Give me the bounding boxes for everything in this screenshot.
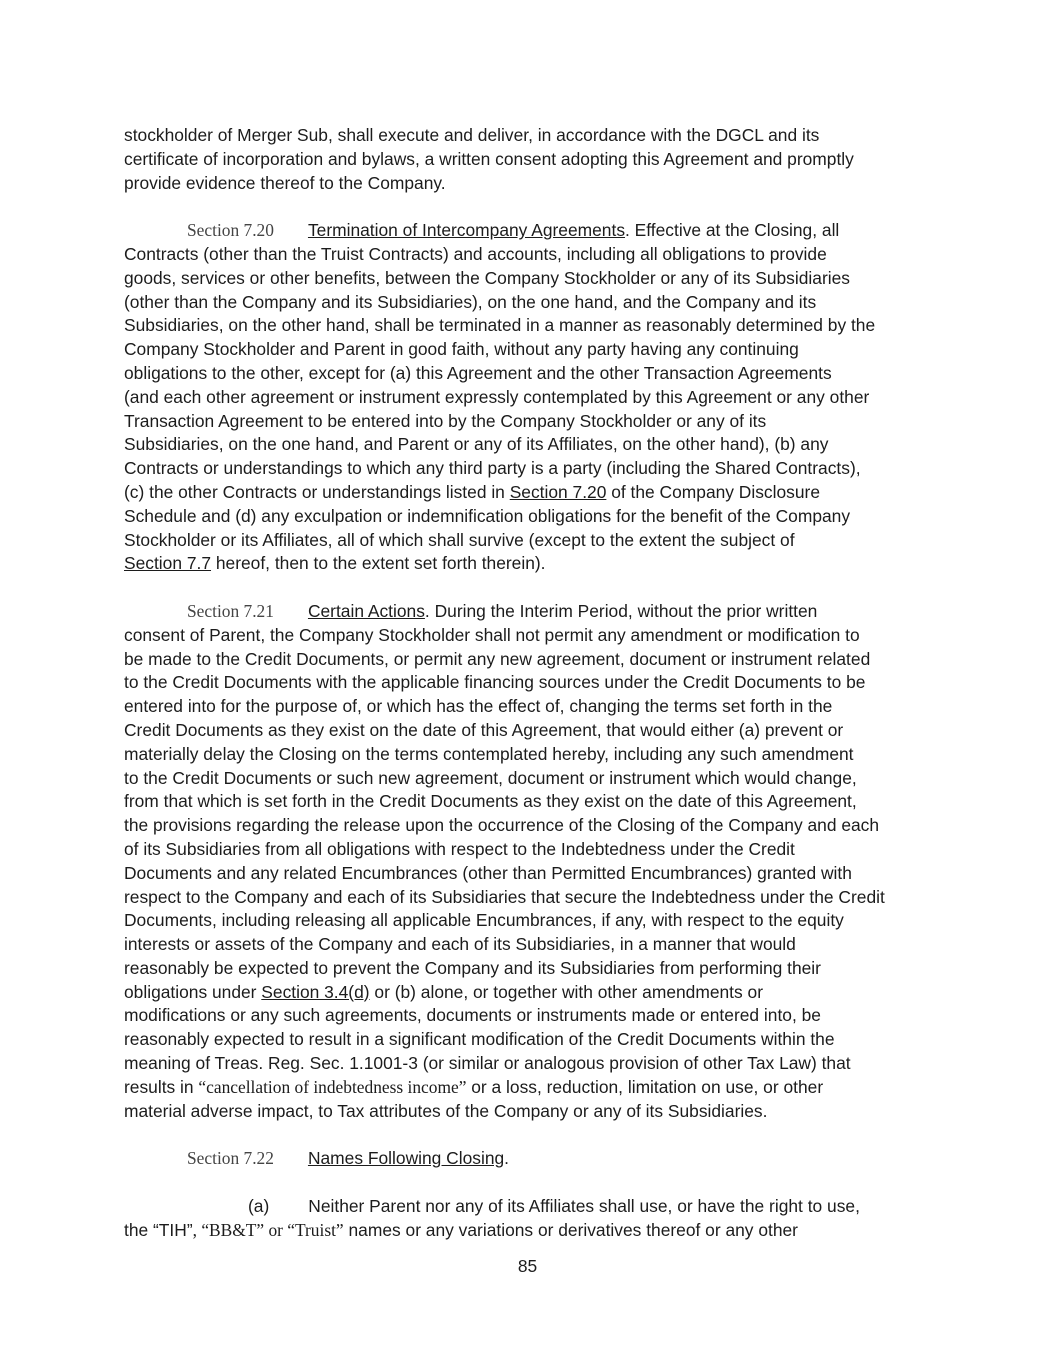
body-text: . During the Interim Period, without the prior written (424, 600, 818, 621)
body-text: hereof, then to the extent set forth therein). (211, 553, 546, 574)
body-line: respect to the Company and each of its Subsidiaries that secure the Indebtedness under the Credit (124, 886, 885, 907)
intro-paragraph (124, 124, 932, 195)
body-line: be made to the Credit Documents, or permit any new agreement, document or instrument related (124, 648, 871, 669)
body-line: to the Credit Documents or such new agreement, document or instrument which would change, (124, 767, 857, 788)
section-heading: Names Following Closing (307, 1148, 505, 1169)
intro-line: certificate of incorporation and bylaws, a written consent adopting this Agreement and promptly (124, 148, 854, 169)
subsection-label: (a) (248, 1195, 270, 1216)
body-text: or a loss, reduction, limitation on use, or other (466, 1076, 824, 1097)
body-line: Subsidiaries, on the other hand, shall be terminated in a manner as reasonably determined by the (124, 315, 876, 336)
document-page (124, 124, 932, 1242)
body-line: entered into for the purpose of, or which has the effect of, changing the terms set forth in the (124, 696, 833, 717)
body-line: (other than the Company and its Subsidiaries), on the one hand, and the Company and its (124, 291, 817, 312)
section-reference-link: Section 7.20 (509, 481, 607, 502)
body-line: goods, services or other benefits, between the Company Stockholder or any of its Subsidiaries (124, 267, 850, 288)
body-line: from that which is set forth in the Credit Documents as they exist on the date of this Agreement, (124, 791, 857, 812)
body-text: (c) the other Contracts or understandings listed in (124, 481, 510, 502)
body-text: . Effective at the Closing, all (625, 220, 840, 241)
body-text: the (124, 1219, 154, 1240)
intro-line: provide evidence thereof to the Company. (124, 172, 446, 193)
section-reference-link: Section 3.4(d) (261, 981, 370, 1002)
page-number: 85 (517, 1256, 538, 1276)
section-7-21-paragraph (124, 600, 932, 1124)
section-reference-link: Section 7.7 (124, 553, 212, 574)
body-line: Company Stockholder and Parent in good faith, without any party having any continuing (124, 339, 799, 360)
body-text: or (b) alone, or together with other amendments or (369, 981, 763, 1002)
body-line: meaning of Treas. Reg. Sec. 1.1001-3 (or similar or analogous provision of other Tax Law) that (124, 1053, 851, 1074)
body-line: Contracts (other than the Truist Contracts) and accounts, including all obligations to provide (124, 243, 827, 264)
body-line: to the Credit Documents with the applicable financing sources under the Credit Documents to be (124, 672, 866, 693)
intro-line: stockholder of Merger Sub, shall execute and deliver, in accordance with the DGCL and its (124, 125, 820, 145)
body-line: Contracts or understandings to which any third party is a party (including the Shared Contracts), (124, 458, 861, 479)
body-line: Documents and any related Encumbrances (other than Permitted Encumbrances) granted with (124, 862, 852, 883)
body-line: reasonably be expected to prevent the Company and its Subsidiaries from performing their (124, 957, 821, 978)
section-7-22-heading (124, 1147, 932, 1171)
section-7-22-a-paragraph (124, 1195, 932, 1243)
body-line: the provisions regarding the release upon the occurrence of the Closing of the Company and each (124, 815, 880, 836)
section-heading: Termination of Intercompany Agreements (307, 220, 626, 241)
body-line: consent of Parent, the Company Stockholder shall not permit any amendment or modification to (124, 624, 860, 645)
body-line: Schedule and (d) any exculpation or indemnification obligations for the benefit of the Company (124, 505, 851, 526)
body-line: of its Subsidiaries from all obligations with respect to the Indebtedness under the Credit (124, 838, 795, 859)
body-line: material adverse impact, to Tax attributes of the Company or any of its Subsidiaries. (124, 1100, 768, 1121)
body-line: interests or assets of the Company and each of its Subsidiaries, in a manner that would (124, 934, 796, 955)
body-text: names or any variations or derivatives thereof or any other (343, 1219, 798, 1240)
section-heading: Certain Actions (307, 600, 425, 621)
body-line: Transaction Agreement to be entered into by the Company Stockholder or any of its (124, 410, 767, 431)
section-number: Section 7.21 (187, 600, 274, 621)
body-text: results in (124, 1076, 199, 1097)
quoted-term: , “BB&T” or “Truist” (192, 1219, 344, 1240)
section-number: Section 7.22 (187, 1148, 274, 1169)
section-7-20-paragraph (124, 219, 932, 576)
body-line: Documents, including releasing all applicable Encumbrances, if any, with respect to the equity (124, 910, 844, 931)
body-text: Neither Parent nor any of its Affiliates shall use, or have the right to use, (308, 1195, 860, 1216)
body-line: reasonably expected to result in a significant modification of the Credit Documents within the (124, 1029, 835, 1050)
quoted-term: “TIH” (153, 1219, 193, 1240)
section-number: Section 7.20 (187, 220, 274, 241)
body-line: materially delay the Closing on the terms contemplated hereby, including any such amendment (124, 743, 854, 764)
body-line: obligations to the other, except for (a) this Agreement and the other Transaction Agreements (124, 362, 832, 383)
body-text: obligations under (124, 981, 262, 1002)
body-line: Subsidiaries, on the one hand, and Parent or any of its Affiliates, on the other hand), (b) any (124, 434, 829, 455)
quoted-term: “cancellation of indebtedness income” (198, 1076, 467, 1097)
body-line: Stockholder or its Affiliates, all of which shall survive (except to the extent the subject of (124, 529, 795, 550)
body-text: . (504, 1148, 510, 1169)
body-line: (and each other agreement or instrument expressly contemplated by this Agreement or any other (124, 386, 870, 407)
body-text: of the Company Disclosure (606, 481, 820, 502)
body-line: modifications or any such agreements, documents or instruments made or entered into, be (124, 1005, 821, 1026)
body-line: Credit Documents as they exist on the date of this Agreement, that would either (a) prevent or (124, 719, 844, 740)
